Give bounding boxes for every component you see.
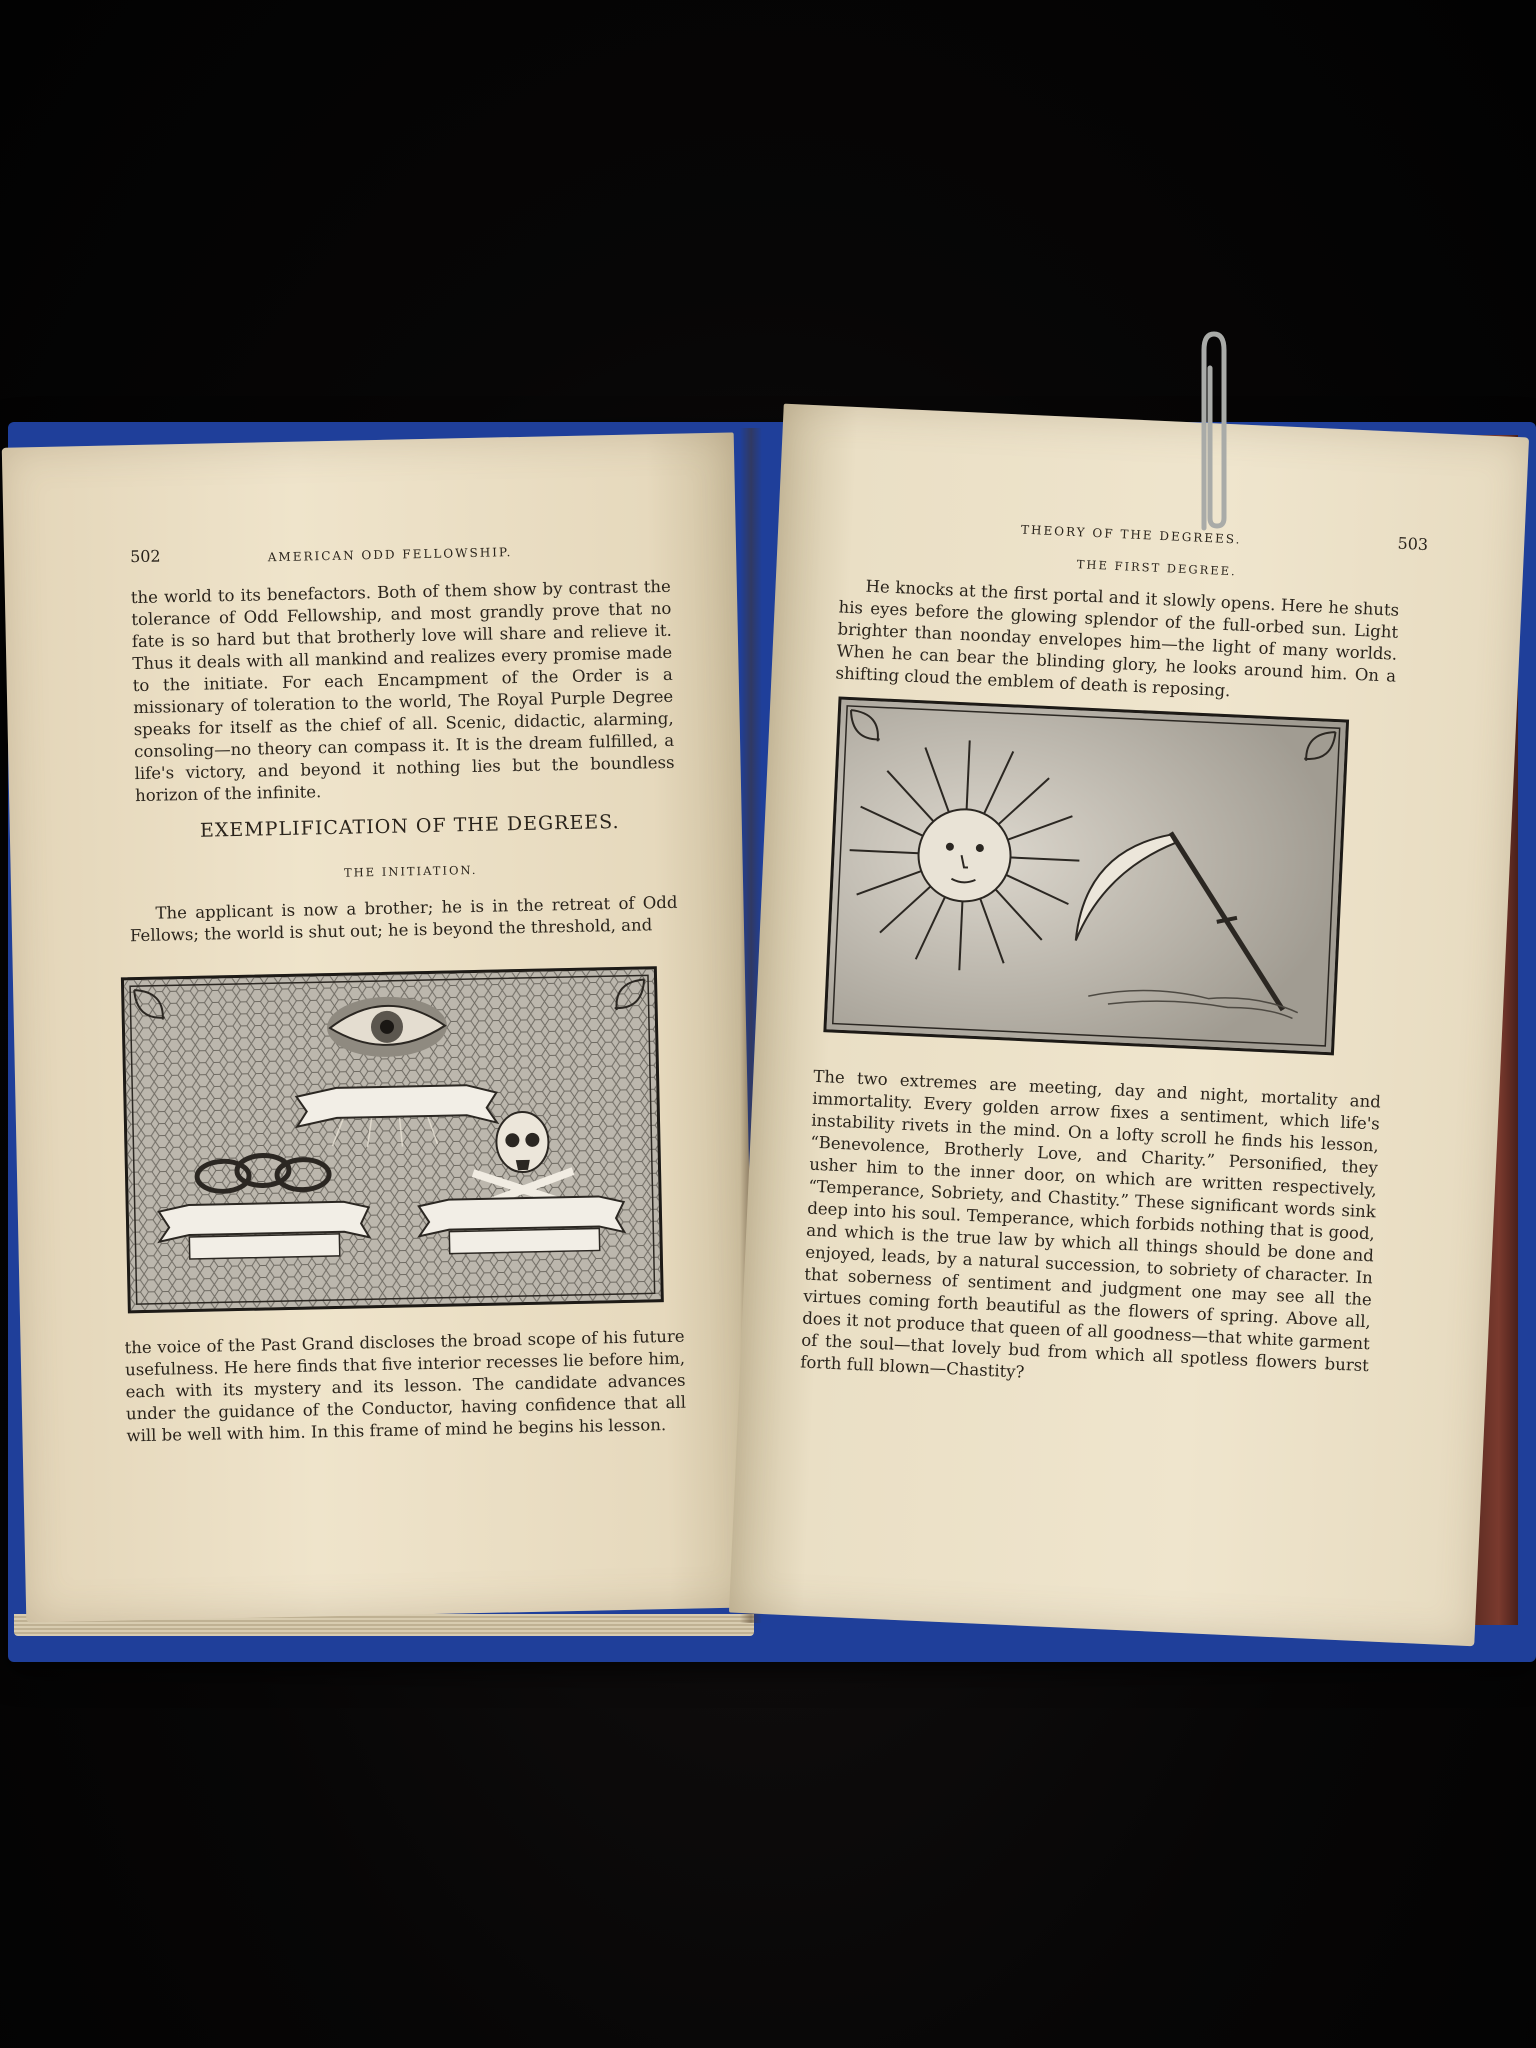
left-opening-paragraph: the world to its benefactors. Both of them show by contrast the tolerance of Odd Fellowship, and most grandly prove that no fate is so hard but that brotherly love will share and relieve it. Thus it deals with all mankind and realizes every promise made to the initiate. For each Encampment of the Order is a missionary of toleration to the world, The Royal Purple Degree speaks for itself as the chief of all. Scenic, didactic, alarming, consoling—no theory can compass it. It is the dream fulfilled, a life's victory, and beyond it nothing lies but the boundless horizon of the infinite. [130,576,675,806]
right-scroll-banner [419,1196,625,1254]
initiation-emblem-engraving [121,966,664,1313]
right-closing-paragraph: The two extremes are meeting, day and night, mortality and immortality. Every golden arrow fixes a sentiment, which life's instability rivets in the mind. On a lofty scroll he finds his lesson, “Benevolence, Brotherly Love, and Charity.” Personified, they usher him to the inner door, on which are written respectively, “Temperance, Sobriety, and Chastity.” These significant words sink deep into his soul. Temperance, which forbids nothing that is good, and which is the true law by which all things should be done and enjoyed, leads, by a natural succession, to sobriety of character. In that soberness of sentiment and judgment one may see all the virtues coming forth beautiful as the flowers of spring. Above all, does it not produce that queen of all goodness—that white garment of the soul—that lovely bud from which all spotless flowers burst forth full blown—Chastity? [799,1066,1382,1382]
right-page [729,404,1529,1647]
left-closing-paragraph: the voice of the Past Grand discloses the broad scope of his future usefulness. He here finds that five interior recesses lie before him, each with its mystery and its lesson. The candidate advances under the guidance of the Conductor, having confidence that all will be well with him. In this frame of mind he begins his lesson. [124,1326,687,1446]
sun-and-scythe-engraving [823,696,1349,1055]
left-page [2,432,758,1622]
paper-clip-icon [1190,328,1238,532]
running-head-left: AMERICAN ODD FELLOWSHIP. [267,545,513,565]
subheading-first-degree: THE FIRST DEGREE. [1076,557,1238,579]
running-head-right: THEORY OF THE DEGREES. [1020,522,1242,547]
left-intro-paragraph: The applicant is now a brother; he is in the retreat of Odd Fellows; the world is shut out; he is beyond the threshold, and [129,892,678,946]
left-scroll-banner [159,1201,370,1259]
subheading-initiation: THE INITIATION. [343,862,478,880]
page-number-left: 502 [129,546,161,567]
right-intro-paragraph: He knocks at the first portal and it slowly opens. Here he shuts his eyes before the glowing splendor of the full-orbed sun. Light brighter than noonday envelopes him—the light of many worlds. When he can bear the blinding glory, he looks around him. On a shifting cloud the emblem of death is reposing. [835,576,1400,701]
page-number-right: 503 [1397,533,1429,555]
section-title: EXEMPLIFICATION OF THE DEGREES. [199,810,620,842]
initiation-emblem-illustration [124,969,661,1310]
sun-and-scythe-illustration [826,700,1345,1053]
